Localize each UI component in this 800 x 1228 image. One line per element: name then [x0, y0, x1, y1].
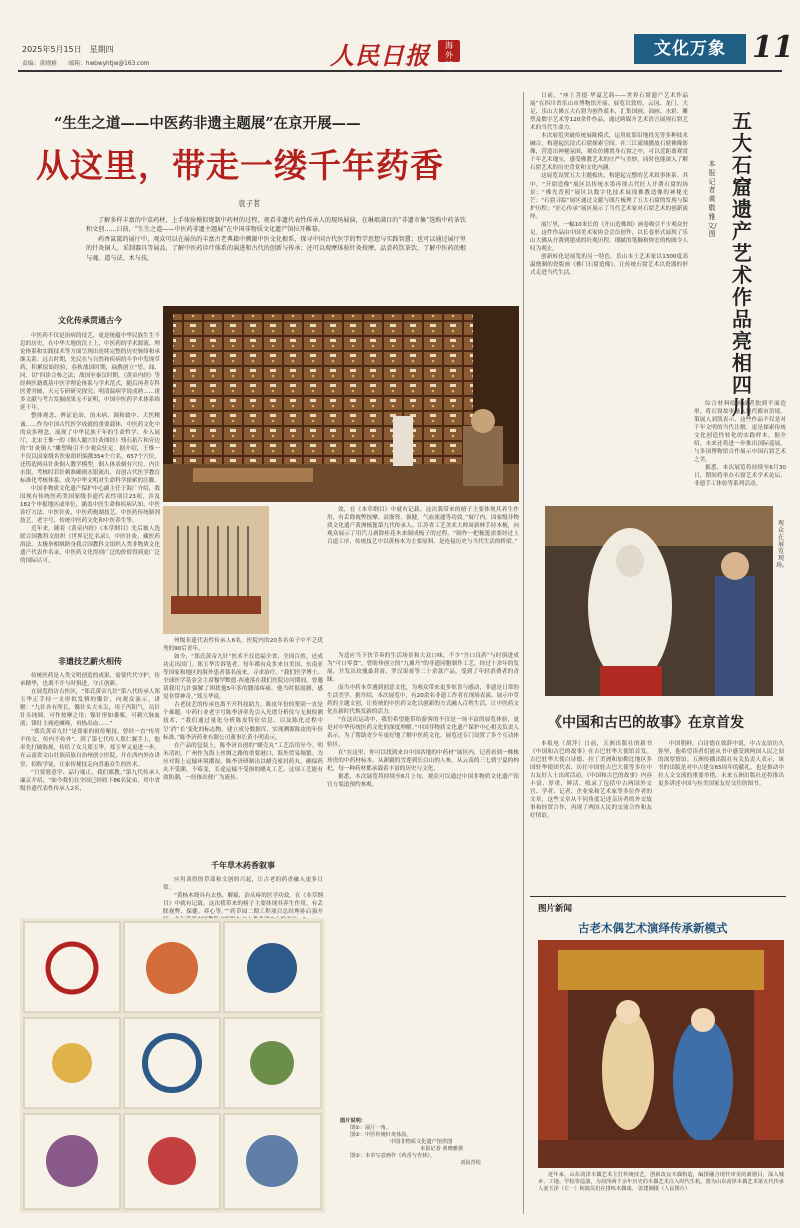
paragraph: 在产品的包装上，陈李济首创的“蜡壳丸”工艺沿用至今。明末清初，广州作为海上丝绸之路的重要港口，海外贸易频繁。为应对海上运输环境潮湿，陈李济研制出以蜡壳密封药丸，确保药丸不受潮、不霉变，长途运输不受损的蜡丸工艺。这项工艺能有效防潮，一经推出便广为流传。 [163, 742, 323, 781]
photo-grotto-visitors [545, 506, 773, 696]
paragraph: 近年来，随着《黄帝内经》《本草纲目》先后被人选联合国教科文组织《世界记忆名录》，中医针灸、藏医药浴法、太极拳相继跻身我合国教科文组织人类非物质文化遗产代表作名录，中医药文化得到广泛的价值得到更广泛的国际认可。 [20, 526, 160, 565]
photo-captions [340, 1118, 518, 1214]
edition-label: 海外版 [445, 41, 453, 70]
caption-3: 图③：本草写意画作《药香与杏林》。 [350, 1153, 436, 1159]
caption-credit: 刘晨青绘 [460, 1160, 481, 1166]
grotto-headline [728, 110, 756, 418]
issue-date: 2025年5月15日 星期四 [22, 45, 114, 54]
paragraph: “郑氏黄帝九针”是郑家的祖传秘技，曾经一直“传男不传女，传内不传外”，到了第七代传人郑仁翼手上，他率先打破陈规，传给了女儿郑玉华。郑玉华又更进一步，在云南省文山壮族苗族自治州创立医院，开在西内外办讲堂，招收学徒，让家传秘技走向普惠众生的医术。 [20, 729, 160, 768]
photo-exhibition-hall [163, 306, 519, 502]
paragraph: 应用谈得的草部和文创的兴起，让古老的药香融入更多日常。 [163, 877, 323, 892]
grotto-photo-caption [776, 520, 789, 569]
grotto-column-a [530, 92, 688, 498]
paragraph: 而当中药本草遇到创意文化，为观众带来更多惊喜与感动，非遗是日常的生活美学。据介绍，本次展览中，有20余名非遗工作者在现场表演、展示中草药的主题文创，让传统的中医药文化以创新的方式融入百姓生活，让中医药文化在新时代焕发新的活力。 [327, 685, 519, 716]
paper-logo: 人民日报 [330, 41, 430, 70]
photo-acupuncture [163, 506, 269, 634]
masthead-rule [18, 70, 782, 72]
masthead [0, 0, 800, 74]
paragraph: 在“在这里，你可以找到来自中国各地的中药材”展区内，记者看到一株株珍贵的中药材标本。从新疆的雪莲到长白山的人参，从云南的三七到宁夏的枸杞，每一种药材都承载着丰富的历史与文化。 [327, 749, 519, 772]
paragraph: 日前，“座上菩提·华夏艺韵——世界石窟遗产艺术作品展”在四川省乐山市博物馆开展。展览以敦煌、云冈、龙门、大足、乐山大佛五大石窟为创作蓝本，汇集国画、油画、水彩、雕塑及数字艺术等120余件作品，通过跨媒介艺术语言展现石窟艺术的当代生命力。 [530, 93, 688, 132]
lead-column-3 [327, 506, 519, 648]
lead-kicker: “生生之道——中医药非遗主题展”在京开展—— [54, 115, 361, 132]
puppet-stage-image [538, 940, 784, 1168]
editors-line: 责编：黄晓雅 邮箱：hwbwyhtjw@163.com [22, 61, 150, 67]
picture-news-headline: 古老木偶艺术演绎传承新模式 [578, 921, 728, 935]
paragraph: 古老技艺的传承也离不开科技助力。陈皮年份的鉴别一直是个难题。中药行业老字号陈李济率先引入光谱分析仪与无损检测技术，“我们通过量化分析陈皮特征信息，以及陈化过程中呈‘消’‘长’变化的标志物，建立成分数据库，实现溯源陈皮的年份标准。”陈李济药业有限公司董事长黄小明表示。 [163, 702, 323, 741]
column-divider [523, 92, 524, 1214]
photo-puppet-show [538, 940, 784, 1168]
needle-tools-image [163, 506, 269, 634]
caption-reporter: 本报记者 黄晓雅摄 [420, 1146, 464, 1152]
lead-headline: 从这里，带走一缕千年药香 [36, 146, 444, 185]
lead-summary [86, 216, 466, 263]
paragraph: 本报电（胡萍）日前，五洲出版社的新书《中国和古巴的故事》在古巴驻华大使馆首发。古巴驻华大使白诗德、拉丁美洲和加勒比地区多国驻华使团代表、历任中国驻古巴大使等多位中古友好人士出席活动。《中国和古巴的故事》内容丰富，厚重，鲜活，收录了包括中古两国外交官、学者、记者、企业家和艺术家等多位作者的文章，这些文章从不同角度记述亲历者的外交故事和经贸合作，再现了两国人民的交流合作和友好情谊。 [530, 741, 652, 820]
edition-badge [438, 40, 460, 70]
lead-column-2 [163, 637, 323, 857]
paragraph: 据悉，本次展览将持续至6月30日，期间将举办石窟艺术学术论坛、非遗手工体验等系列活动。 [694, 465, 786, 488]
paragraph: 效，在《本草纲目》中就有记载。这次我带来的榜子主要体现其养生作用，有丢除视弊按摩、益脂肾、强健、气血流通等功效。”展厅内，国家级非物质文化遗产黄洲梳篦第九代传承人、江苏省工艺美术大师周新林手持木梳，向观众展示了用汽刀剥除桂花木来制成梳子的过程。“制作一把梳篦需要经过上百道工序，传统技艺中以黄杨木为主要原料，是连接历史与当代生活的桥梁。” [327, 507, 519, 546]
section-title-text: 文化万象 [654, 39, 726, 59]
lead-byline: 袁子茗 [238, 199, 261, 208]
grotto-photo-caption-text: 观众在展览现场。 [776, 520, 789, 569]
subhead-1: 文化传承贯通古今 [58, 315, 122, 325]
paragraph: “在这次运动中，我们希望能带给游客的不仅是一场丰富的展览体验，更是对中华传统医药文化的深度理解。”中国非物质文化遗产保护中心相关负责人表示，为了帮助青少年更好地了解中医药文化，展览还专门设置了多个互动体验区。 [327, 717, 519, 748]
paragraph: 创新转化是展览的另一特色。乐山本土艺术家以1300度高温烧制的瓷版画《佛门石窟造像》，让传统石窟艺术以瓷器的形式走进当代生活。 [530, 253, 688, 277]
grotto-byline-text: 本报记者 黄敬雅 文/图 [707, 160, 723, 239]
lead-summary-paragraph: 药香氤氲的展厅中，观众可以在展出的丰富古老典籍中溯源中医文化根系，探寻中国古代医学的哲学思想与实践智慧；也可以通过展厅里的针灸铜人、采制器具等展品，了解中医药诊疗体系的演进和古代的创新与传承；还可以观摩体验针灸按摩、品尝药饮茶饮，了解中医药的根与魂、道与法、术与技。 [86, 235, 466, 262]
paragraph: 整体观念、辨证论治、治未病、调和致中、大医精诚……作为中国古代医学成就的重要载体，中医药文化中的众多理念，展现了中华民族千年的生命哲学。步入展厅，北宋王惟一的《铜人腧穴针灸图经》残石拓片和旁边的“针灸铜人”雕塑吸引不少观众驻足。据介绍，王惟一不仅以国家级名医家组织编撰354个穴名，657个穴位，还铸造两具针灸铜人教学模型，铜人体表刻有穴位、内注水银，考核时若针刺准确则水银流出，首创古代医学教育标准化考核体系，成为中华文明对生命科学探索的注脚。 [20, 413, 160, 484]
picture-news-caption-text: 近年来，山东菏泽木偶艺术主打传统技艺，创新改良木偶构造，编排融合现代审美的新剧目，深入城乡、工地、学校等巡演，为菏泽两千余年历史的木偶艺术注入时代生机。图为山东菏泽木偶艺术第五代传承人姜玉泽（左一）和演员们在排练木偶戏。 [538, 1172, 784, 1192]
picture-news-rule [530, 896, 786, 897]
grotto-byline [706, 160, 723, 239]
picture-news-credit: 张建湘摄（人民图片） [638, 1186, 691, 1192]
lead-column-1 [20, 332, 160, 652]
caption-2: 图②：中医传统针灸体验。 [350, 1132, 412, 1138]
lead-column-2b [163, 876, 323, 916]
subhead-3: 千年草木药香叙事 [211, 860, 275, 870]
lead-summary-paragraph: 了解多样丰富的中草药材，上手体验模拟炮制中药材的过程，观看非遗代表性传承人的现场展演，在琳琅满目的“非遗市集”选购中药茶饮和文创……日前，“生生之道——中医药非遗主题展”在中国非物质文化遗产馆拉开帷幕。 [86, 217, 466, 234]
subhead-2: 非遗技艺薪火相传 [58, 656, 122, 666]
picture-news-caption [538, 1172, 784, 1214]
paragraph: 在展览的访古医区，“郑氏黄帝九针”第八代传承人郑玉华正手持一支形似发簪的镵针，向观众演示、讲解：“九针各有所长，镵针头大末尖，用于泻阳气，员针针头钝圆，可作按摩之用；镍针形如黍粟，可刺穴脉血液；锋针主痈疮瘫痪，再热出血……” [20, 689, 160, 728]
photo-herb-paintings [20, 918, 325, 1213]
lead-column-3b [327, 652, 519, 1062]
caption-1: 图①：展厅一角。 [350, 1125, 391, 1131]
paragraph: “黄杨木绕具有去热、解瘟，治头疼的医学功效。在《本草纲目》中就有记载。这次我带来的榜子主要体现其养生作用，有丢除视弊、保健、养心等。”“药草园二期工程项目总经理孙启强介 [163, 893, 323, 916]
paragraph: 州级非遗代表性传承人6名，医院内的20多名弟子中不乏优秀的90后青年。 [163, 638, 323, 653]
paragraph: 为适应当下快节奏的生活场景和大众口味，不少“吾口良药”与时俱进成为“可口零食”。曾盼珍创立的“九翼丹”的非遗同胞制作工艺，经过十余年的发展，开发出玫瑰桑葚膏、罗汉果膏等二十余款产品，受到了年轻消费者的青睐。 [327, 653, 519, 684]
paragraph: “只要愿意学、品行端正，我们都教。”第九代传承人廉京介绍，“如今我们在全国已经收下86名徒弟，其中省级非遗代表性传承人2名， [20, 769, 160, 792]
paragraph: 如今，“郑氏黄帝九针”医术不仅造福全省、全国百姓，还成功走出国门。郑玉华告诉笔者，每年都有众多来自美国、东南亚等国家和地区的海外患者慕名前来，寻求治疗。“我们医学博士、全球医学基金会主席穆罕默德·西迪落在我们医院访问期间，曾邀请我用九针强解了困扰他5年多的腰部疼痛。他当时很震撼，感觉非常神奇。”郑玉华说。 [163, 654, 323, 701]
paragraph: 中医药不仅是治病的技艺，更是统蕴中华民族生生不息的历史。在中华大地的沃土上，中医药的学术源流、理论体系和实践技术等方面呈现出连续完整的历史脉络和承继关系：远古时期，先民在与自然和疾病的斗争中发现草药，积累原始经验，春秋战国时期，扁鹊创立“望、闻、问、切”四诊合参之法；战国至秦汉时期，《黄帝内经》等经典医籍奠基中医学理论体系与学术范式，随后再者专科医著突破，天元专研研究探究；明清温病学说成熟……诸多文献与考古发掘成果无不证明，中国中医药学术体系绵延千年。 [20, 333, 160, 412]
book-column-b [658, 740, 784, 890]
book-headline: 《中国和古巴的故事》在京首发 [548, 715, 744, 731]
paragraph: 本次展览突破传统展陈模式，运用虹影沿地投光等多种技术融合，构建起沉浸式石窟探索空间。在三江流域播放石窟佛像影像，营造出神秘氛围，观众仿佛置身石窟之中，可以近距离观赏千年艺术瑰宝，感受佛教艺术的庄严与美妙，同时也能深入了解石窟艺术的历史背景和文化内涵。 [530, 133, 688, 172]
paragraph: 这展览设置五大主题板块，构建起完整的艺术叙事体系。其中，“开窟造像”展区以传统水墨再现古代匠人开凿石窟的场景；“佛光普照”展区以数字化技术展现佛教造像的神秘光芒；“石窟寻踪”展区通过文献与图片梳理了五大石窟的发现与保护历程；“匠心传承”展区展示了当代艺术家对石窟艺术的创新演绎。 [530, 173, 688, 220]
book-column-a [530, 740, 652, 890]
paragraph: 综合材料绘画或者独到平面造形，将石窟故事融入现代都市语境。策展人刘凯表示，这些作品不仅是对千年文明的当代注解，更是探索传统文化创造性转化的实践样本。据介绍，未来还将进一步推出国际巡展，与多国博物馆合作展示中国石窟艺术之美。 [694, 401, 786, 464]
grotto-column-b [694, 400, 786, 498]
lead-column-1b [20, 672, 160, 880]
paragraph: 中国朝鲜，白诗德在致辞中说，中古友谊历久弥坚，他希望读者们能从书中感受到两国人民之间的深厚情谊。五洲传播出版社有关负责人表示，该书的出版是对中古建交65周年的献礼，也是推动中拉人文交流的重要举措。未来五洲出版社还将推出更多讲述中国与拉美国家友好交往的图书。 [658, 741, 784, 788]
caption-source: 中国非物质文化遗产馆供图 [390, 1139, 453, 1145]
captions-label: 图片说明： [340, 1118, 366, 1124]
buddha-sculpture-image [545, 506, 773, 696]
herb-painting-grid [20, 918, 325, 1213]
drawer-cabinet-image [163, 306, 519, 502]
section-title [634, 34, 746, 64]
paragraph: 据悉，本次展览将持续至6月上旬，观众可以通过中国非物质文化遗产馆官方渠道预约参观。 [327, 773, 519, 788]
paragraph: 传统医药是人类文明创造的成果，需要代代守护，传承精华，也离不开与时俱进，守正创新。 [20, 673, 160, 688]
grotto-headline-text: 五大石窟遗产艺术作品亮相四川 [732, 109, 752, 419]
paragraph: 中国非物质文化遗产保护中心副主任于海广介绍，我国现有传统医药类国家级非遗代表性项目23项，涉及182个申报地区或单位，涵盖中医生命和疾病认知、中医诊疗方法、中医针灸、中医药炮制技艺、中医药传统制剂技艺、老字号，传统中医药文化和中医养生等。 [20, 485, 160, 525]
picture-news-label: 图片新闻 [538, 904, 573, 914]
paragraph: 展厅里，一幅10米长的《开山造佛图》画卷吸引不少观众驻足。这件作品由中国美术家协会会员创作，以长卷形式展现了乐山大佛从开凿到建成的壮观历程，细腻的笔触和恢宏的构图令人叹为观止。 [530, 221, 688, 252]
page-number: 11 [752, 30, 794, 65]
